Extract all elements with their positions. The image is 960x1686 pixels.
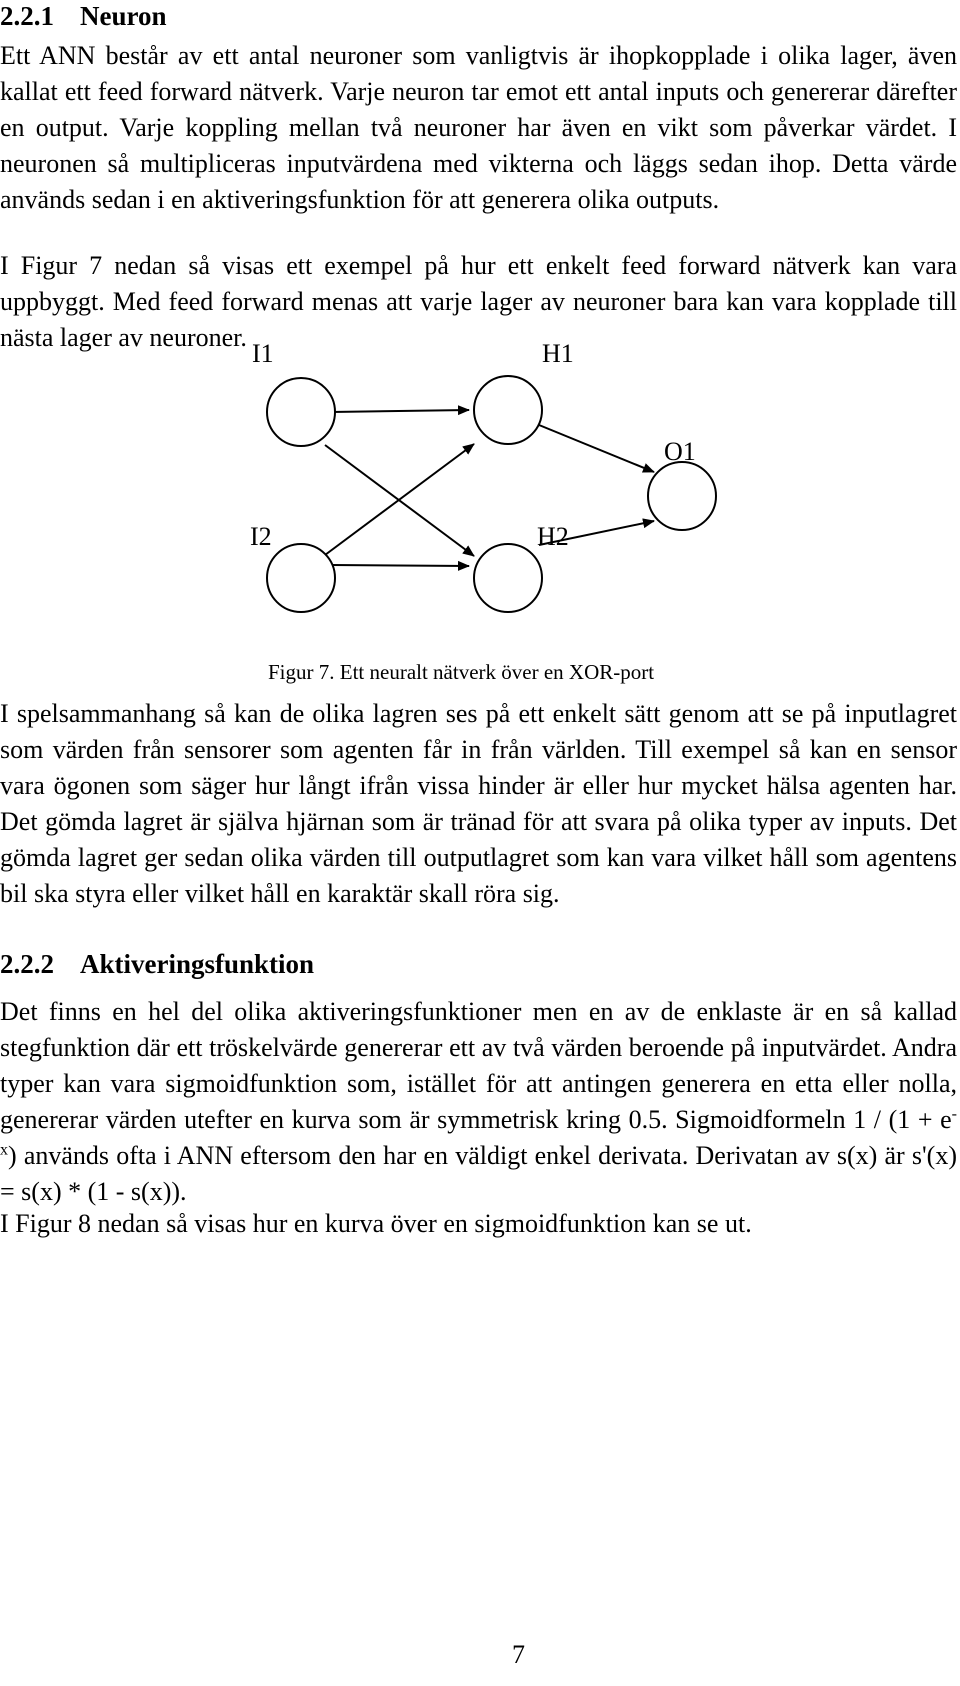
section-heading-activation — [0, 948, 314, 980]
edge-i1-h1 — [331, 410, 469, 412]
section-number: 2.2.2 — [0, 949, 54, 979]
node-i1 — [267, 378, 335, 446]
node-label-o1: O1 — [664, 437, 696, 466]
section-title: Aktiveringsfunktion — [80, 949, 315, 979]
activation-text-before: Det finns en hel del olika aktiveringsfunktioner men en av de enklaste är en så kallad stegfunktion där ett tröskelvärde genererar ett av två värden beroende på inputvärdet. Andra typer kan vara sigmoidfunktion som, istället för att antingen generera en etta eller nolla, genererar värden utefter en kurva som är symmetrisk kring 0.5. Sigmoidformeln 1 / (1 + e — [0, 997, 957, 1134]
node-i2 — [267, 544, 335, 612]
node-label-h2: H2 — [537, 522, 569, 551]
node-o1 — [648, 462, 716, 530]
node-h1 — [474, 376, 542, 444]
paragraph-neuron-intro: Ett ANN består av ett antal neuroner som vanligtvis är ihopkopplade i olika lager, även kallat ett feed forward nätverk. Varje neuron tar emot ett antal inputs och genererar därefter en output. Varje koppling mellan två neuroner har även en vikt som påverkar värdet. I neuronen så multipliceras inputvärdena med vikterna och läggs sedan ihop. Detta värde används sedan i en aktiveringsfunktion för att generera olika outputs. — [0, 41, 957, 214]
page-number: 7 — [512, 1640, 525, 1669]
section-number: 2.2.1 — [0, 1, 54, 31]
edge-i2-h2 — [331, 565, 469, 566]
paragraph-figure7-intro: I Figur 7 nedan så visas ett exempel på hur ett enkelt feed forward nätverk kan vara uppbyggt. Med feed forward menas att varje lager av neuroner bara kan vara kopplade till nästa lager av neuroner. — [0, 251, 957, 352]
activation-text-after: ) används ofta i ANN eftersom den har en väldigt enkel derivata. Derivatan av s(x) är s'(x) = s(x) * (1 - s(x)). — [0, 1141, 957, 1206]
paragraph-game-context: I spelsammanhang så kan de olika lagren ses på ett enkelt sätt genom att se på inputlagret som värden från sensorer som agenten får in från världen. Till exempel så kan en sensor vara ögonen som säger hur långt ifrån vissa hinder är eller hur mycket hälsa agenten har. Det gömda lagret är själva hjärnan som är tränad för att svara på olika typer av inputs. Det gömda lagret ger sedan olika värden till outputlagret som kan vara vilket håll som agentens bil ska styra eller vilket håll en karaktär skall röra sig. — [0, 699, 957, 908]
figure-7-caption: Figur 7. Ett neuralt nätverk över en XOR-port — [268, 660, 655, 684]
edge-h1-o1 — [539, 425, 654, 472]
network-nodes — [267, 376, 716, 612]
node-label-h1: H1 — [542, 339, 574, 368]
formula-exponent: -x — [0, 1105, 957, 1159]
section-title: Neuron — [80, 1, 167, 31]
node-label-i1: I1 — [252, 339, 274, 368]
node-h2 — [474, 544, 542, 612]
figure-7-network-diagram — [0, 0, 960, 660]
paragraph-figure8-intro: I Figur 8 nedan så visas hur en kurva över en sigmoidfunktion kan se ut. — [0, 1209, 752, 1238]
node-label-i2: I2 — [250, 522, 272, 551]
paragraph-activation — [0, 994, 957, 1210]
